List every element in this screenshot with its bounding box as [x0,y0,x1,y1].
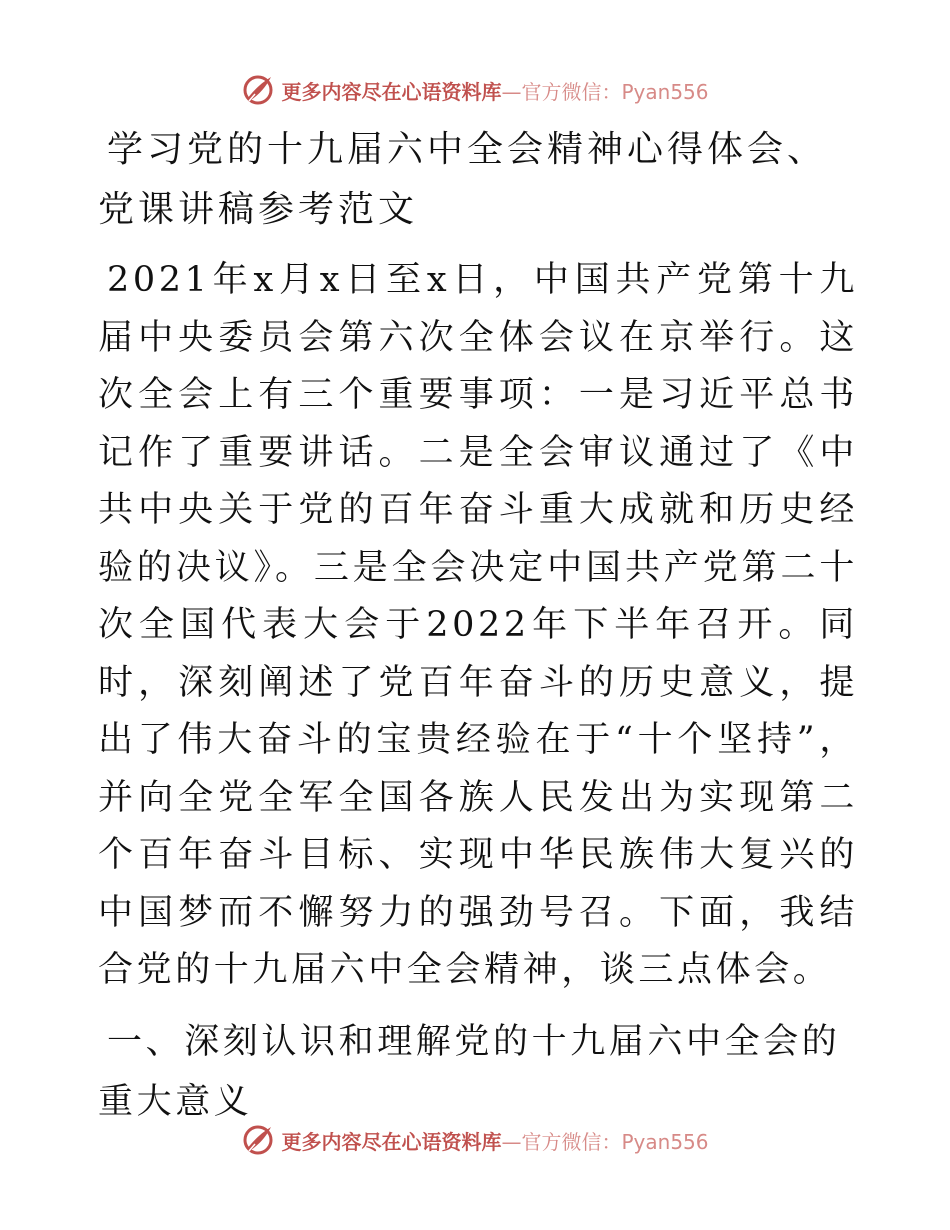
document-body [98,120,858,1132]
section-heading: 一、深刻认识和理解党的十九届六中全会的重大意义 [98,1021,841,1122]
footer-banner-site: 更多内容尽在心语资料库 [281,1129,502,1154]
footer-banner-text [281,1126,708,1155]
footer-banner-wechat-id: Pyan556 [621,1129,709,1154]
quill-logo-icon [241,73,275,107]
footer-banner [0,1120,950,1160]
header-banner-label: —官方微信： [501,79,622,104]
header-banner-text [281,76,708,105]
header-banner-site: 更多内容尽在心语资料库 [281,79,502,104]
quill-logo-icon [241,1123,275,1157]
body-paragraph: 2021年x月x日至x日，中国共产党第十九届中央委员会第六次全体会议在京举行。这次全会上有三个重要事项：一是习近平总书记作了重要讲话。二是全会审议通过了《中共中央关于党的百年奋斗重大成就和历史经验的决议》。三是全会决定中国共产党第二十次全国代表大会于2022年下半年召开。同时，深刻阐述了党百年奋斗的历史意义，提出了伟大奋斗的宝贵经验在于“十个坚持”，并向全党全军全国各族人民发出为实现第二个百年奋斗目标、实现中华民族伟大复兴的中国梦而不懈努力的强劲号召。下面，我结合党的十九届六中全会精神，谈三点体会。 [98,260,858,990]
header-banner-wechat-id: Pyan556 [621,79,709,104]
header-banner [0,70,950,110]
footer-banner-label: —官方微信： [501,1129,622,1154]
document-title: 学习党的十九届六中全会精神心得体会、党课讲稿参考范文 [98,129,828,230]
